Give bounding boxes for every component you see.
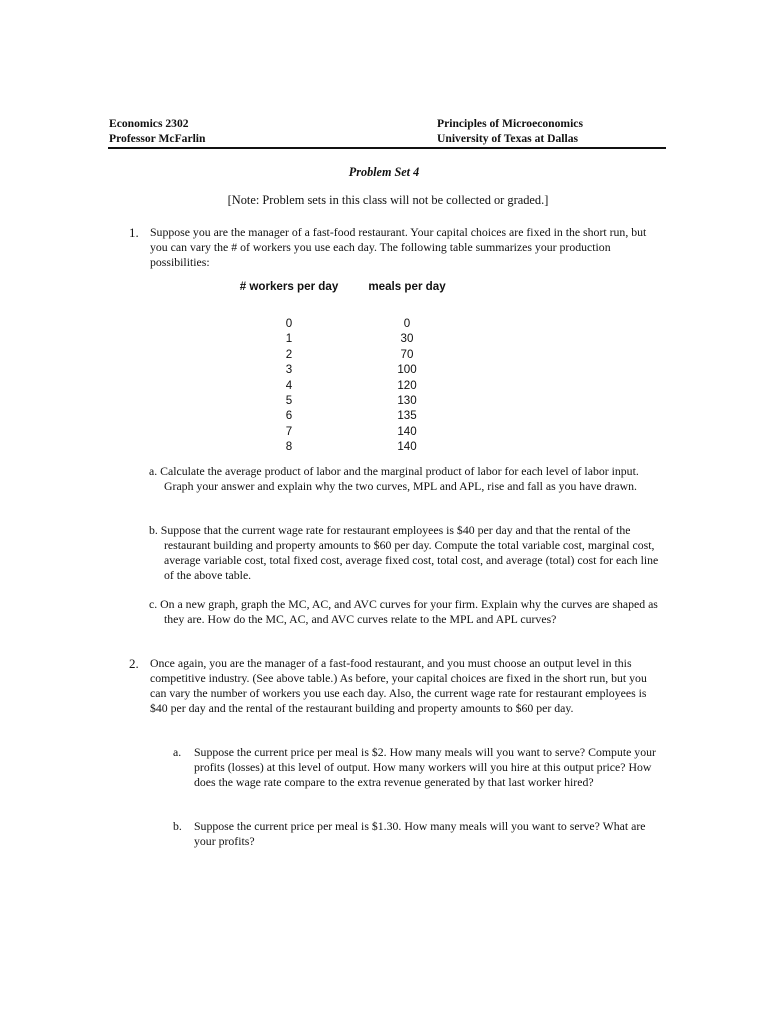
meals-cell: 0 <box>403 317 411 330</box>
question-2-part-a-label: a. <box>173 745 182 759</box>
page-title: Problem Set 4 <box>348 165 420 179</box>
question-1-part-a: a. Calculate the average product of labor and the marginal product of labor for each level of labor input. Graph your answer and explain why the two curves, MPL and APL, rise and fall as you have drawn. <box>149 464 639 493</box>
meals-cell: 120 <box>397 378 417 392</box>
question-2-number: 2. <box>129 656 139 671</box>
meals-cell: 100 <box>397 363 417 377</box>
table-row <box>236 408 472 423</box>
table-row <box>236 362 472 377</box>
question-2-part-b: Suppose the current price per meal is $1.30. How many meals will you want to serve? What are your profits? <box>194 819 646 848</box>
question-2-text: Once again, you are the manager of a fast-food restaurant, and you must choose an output level in this competitive industry. (See above table.) As before, your capital choices are fixed in the short run, but you can vary the number of workers you use each day. Also, the current wage rate for restaurant employees is $40 per day and the rental of the restaurant building and property amounts to $60 per day. <box>150 656 647 715</box>
table-row <box>236 439 472 454</box>
university-name: University of Texas at Dallas <box>437 132 579 145</box>
question-1-text: Suppose you are the manager of a fast-food restaurant. Your capital choices are fixed in the short run, but you can vary the # of workers you use each day. The following table summarizes your production possibilities: <box>150 225 647 269</box>
table-body <box>236 316 472 455</box>
table-row <box>236 316 472 331</box>
column-header-workers: # workers per day <box>239 280 339 293</box>
workers-cell: 4 <box>285 378 293 392</box>
course-number: Economics 2302 <box>109 117 189 130</box>
workers-cell: 5 <box>285 394 293 408</box>
workers-cell: 2 <box>285 347 293 361</box>
workers-cell: 8 <box>285 440 293 454</box>
table-row <box>236 347 472 362</box>
table-row <box>236 331 472 346</box>
question-2-part-b-label: b. <box>173 819 182 833</box>
question-1-part-c: c. On a new graph, graph the MC, AC, and AVC curves for your firm. Explain why the curves are shaped as they are. How do the MC, AC, and AVC curves relate to the MPL and APL curves? <box>149 597 658 626</box>
question-1-number: 1. <box>129 225 139 240</box>
meals-cell: 130 <box>397 394 417 408</box>
table-row <box>236 424 472 439</box>
meals-cell: 140 <box>397 440 417 454</box>
grading-note: [Note: Problem sets in this class will not be collected or graded.] <box>227 193 549 207</box>
course-title: Principles of Microeconomics <box>437 117 583 130</box>
workers-cell: 0 <box>285 317 293 330</box>
header-right <box>437 116 583 146</box>
table-row <box>236 378 472 393</box>
workers-cell: 3 <box>285 363 293 377</box>
header-left <box>109 116 205 146</box>
meals-cell: 30 <box>400 332 414 346</box>
production-table <box>236 280 472 455</box>
meals-cell: 140 <box>397 424 417 438</box>
header-divider <box>108 147 666 149</box>
column-header-meals: meals per day <box>368 280 446 293</box>
question-1-part-b: b. Suppose that the current wage rate for restaurant employees is $40 per day and that the rental of the restaurant building and property amounts to $60 per day. Compute the total variable cost, marginal cost, average variable cost, total fixed cost, average fixed cost, total cost, and average (total) cost for each line of the above table. <box>149 523 659 582</box>
professor-name: Professor McFarlin <box>109 132 206 145</box>
meals-cell: 135 <box>397 409 417 423</box>
workers-cell: 7 <box>285 424 293 438</box>
workers-cell: 6 <box>285 409 293 423</box>
workers-cell: 1 <box>285 332 293 346</box>
table-row <box>236 393 472 408</box>
meals-cell: 70 <box>400 347 414 361</box>
question-2-part-a: Suppose the current price per meal is $2. How many meals will you want to serve? Compute your profits (losses) at this level of output. How many workers will you hire at this output price? How does the wage rate compare to the extra revenue generated by that last worker hired? <box>194 745 656 789</box>
table-header <box>236 280 472 294</box>
